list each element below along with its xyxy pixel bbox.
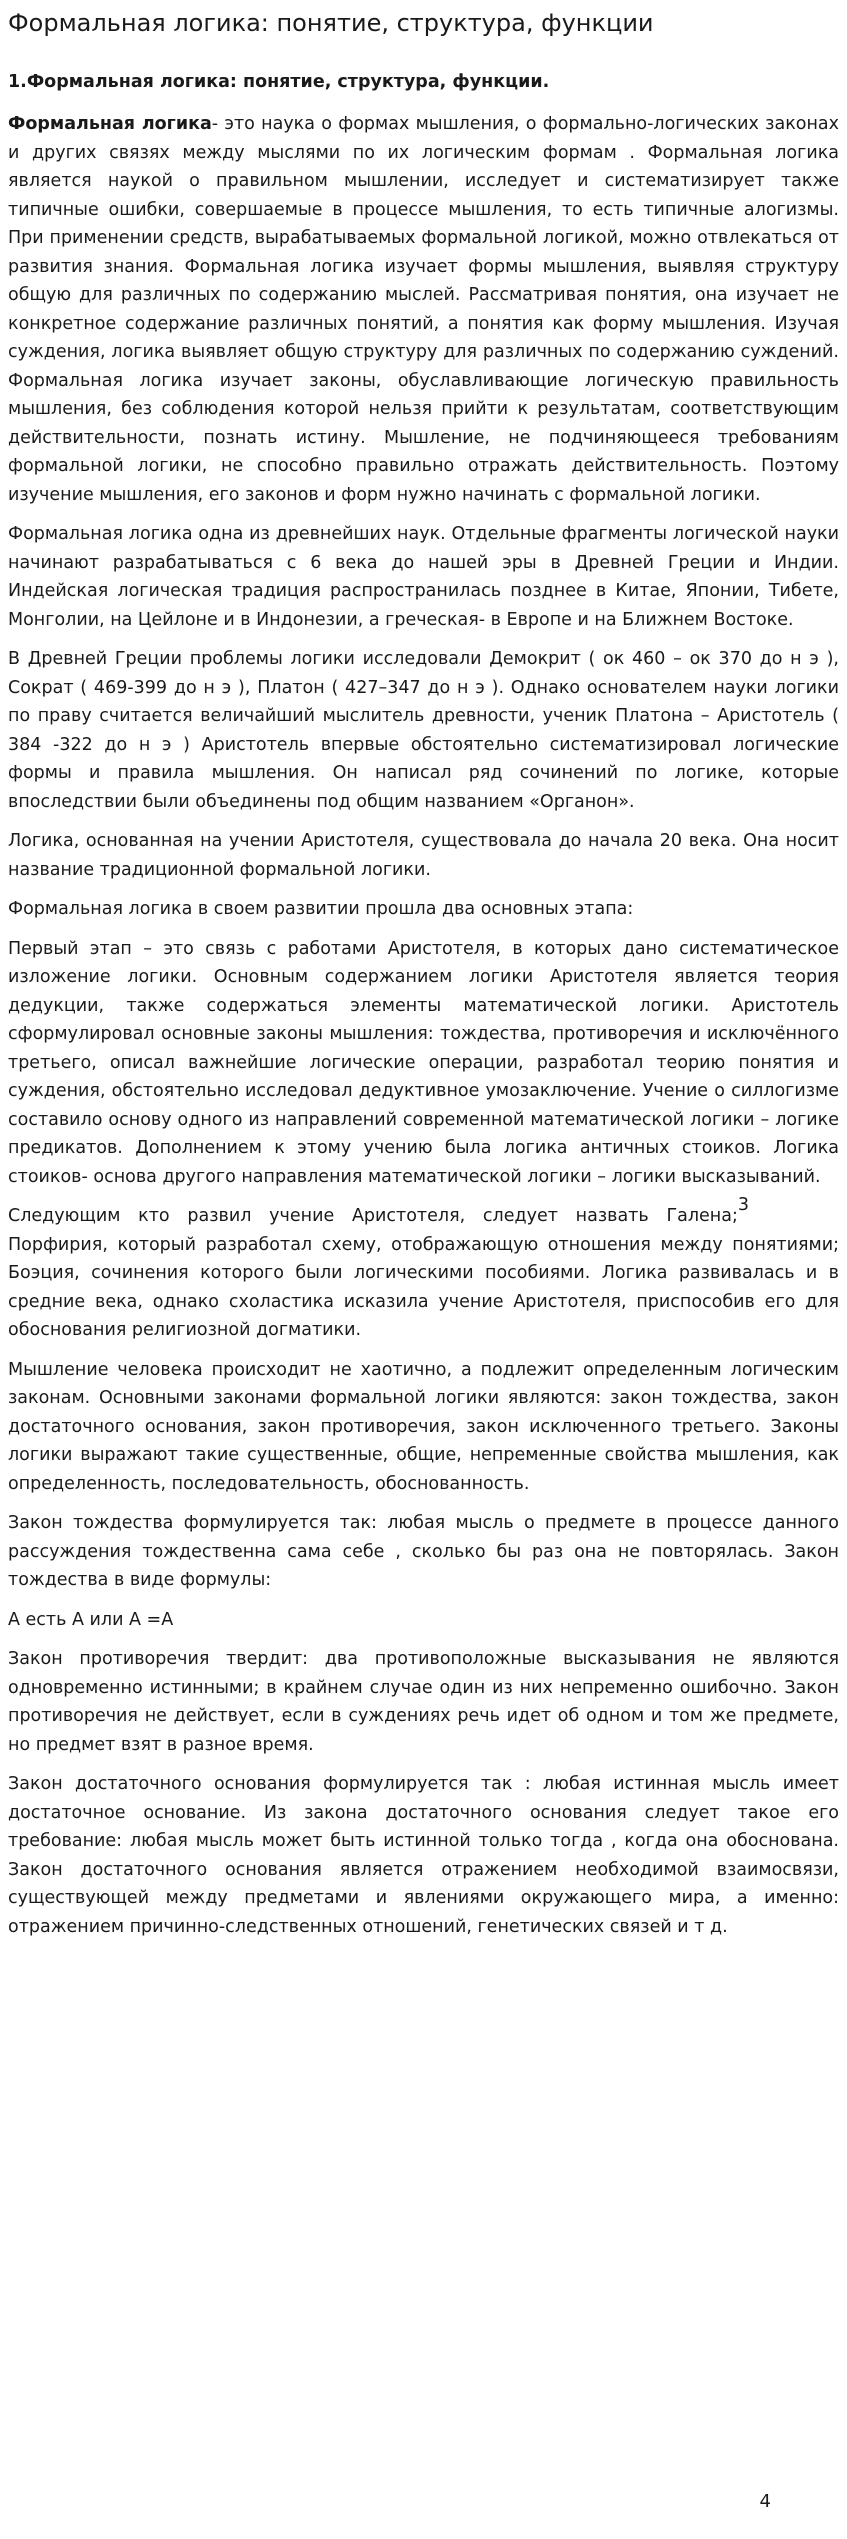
paragraph-laws: Мышление человека происходит не хаотично, а подлежит определенным логическим законам. Основными законами формальной логики являются: закон тождества, закон достаточного основания, закон противоречия, закон исключенного третьего. Законы логики выражают такие существенные, общие, непременные свойства мышления, как определенность, последовательность, обоснованность. bbox=[8, 1359, 839, 1494]
paragraph-contradiction-law: Закон противоречия твердит: два противоположные высказывания не являются одновременно истинными; в крайнем случае один из них непременно ошибочно. Закон противоречия не действует, если в суждениях речь идет об одном и том же предмете, но предмет взят в разное время. bbox=[8, 1649, 839, 1755]
paragraph-two-stages: Формальная логика в своем развитии прошла два основных этапа: bbox=[8, 899, 634, 919]
term-bold: Формальная логика bbox=[8, 114, 212, 134]
page-title: Формальная логика: понятие, структура, функции bbox=[8, 9, 654, 37]
paragraph-followers: Следующим кто развил учение Аристотеля, следует назвать Галена; Порфирия, который разработал схему, отображающую отношения между понятиями; Боэция, сочинения которого были логическими пособиями. Логика развивалась и в средние века, однако схоластика исказила учение Аристотеля, приспособив его для обоснования религиозной догматики. bbox=[8, 1206, 839, 1340]
definition-text: - это наука о формах мышления, о формально-логических законах и других связях между мыслями по их логическим формам . Формальная логика является наукой о правильном мышлении, исследует и систематизирует также типичные ошибки, совершаемые в процессе мышления, то есть типичные алогизмы. При применении средств, вырабатываемых формальной логикой, можно отвлекаться от развития знания. Формальная логика изучает формы мышления, выявляя структуру общую для различных по содержанию мыслей. Рассматривая понятия, она изучает не конкретное содержание различных понятий, а понятия как форму мышления. Изучая суждения, логика выявляет общую структуру для различных по содержанию суждений. Формальная логика изучает законы, обуславливающие логическую правильность мышления, без соблюдения которой нельзя прийти к результатам, соответствующим действительности, познать истину. Мышление, не подчиняющееся требованиям формальной логики, не способно правильно отражать действительность. Поэтому изучение мышления, его законов и форм нужно начинать с формальной логики. bbox=[8, 114, 839, 505]
paragraph-formula: А есть А или А =А bbox=[8, 1609, 174, 1630]
paragraph-identity-law: Закон тождества формулируется так: любая мысль о предмете в процессе данного рассуждения тождественна сама себе , сколько бы раз она не повторялась. Закон тождества в виде формулы: bbox=[8, 1513, 839, 1590]
paragraph-definition bbox=[8, 110, 839, 509]
paragraph-first-stage bbox=[8, 935, 839, 1215]
paragraph-sufficient-reason-law: Закон достаточного основания формулируется так : любая истинная мысль имеет достаточное основание. Из закона достаточного основания следует такое его требование: любая мысль может быть истинной только тогда , когда она обоснована. Закон достаточного основания является отражением необходимой взаимосвязи, существующей между предметами и явлениями окружающего мира, а именно: отражением причинно-следственных отношений, генетических связей и т д. bbox=[8, 1774, 839, 1937]
paragraph-history: Формальная логика одна из древнейших наук. Отдельные фрагменты логической науки начинают разрабатываться с 6 века до нашей эры в Древней Греции и Индии. Индейская логическая традиция распространилась позднее в Китае, Японии, Тибете, Монголии, на Цейлоне и в Индонезии, а греческая- в Европе и на Ближнем Востоке. bbox=[8, 524, 839, 630]
first-stage-text: Первый этап – это связь с работами Аристотеля, в которых дано систематическое изложение логики. Основным содержанием логики Аристотеля является теория дедукции, также содержаться элементы математической логики. Аристотель сформулировал основные законы мышления: тождества, противоречия и исключённого третьего, описал важнейшие логические операции, разработал теорию понятия и суждения, обстоятельно исследовал дедуктивное умозаключение. Учение о силлогизме составило основу одного из направлений современной математической логики – логике предикатов. Дополнением к этому учению была логика античных стоиков. Логика стоиков- основа другого направления математической логики – логики высказываний. bbox=[8, 938, 839, 1187]
section-heading: 1.Формальная логика: понятие, структура, функции. bbox=[8, 72, 550, 92]
page-number: 4 bbox=[759, 2491, 771, 2512]
paragraph-traditional-logic: Логика, основанная на учении Аристотеля, существовала до начала 20 века. Она носит название традиционной формальной логики. bbox=[8, 831, 839, 880]
paragraph-ancient-greece: В Древней Греции проблемы логики исследовали Демокрит ( ок 460 – ок 370 до н э ), Сократ ( 469-399 до н э ), Платон ( 427–347 до н э ). Однако основателем науки логики по праву считается величайший мыслитель древности, ученик Платона – Аристотель ( 384 -322 до н э ) Аристотель впервые обстоятельно систематизировал логические формы и правила мышления. Он написал ряд сочинений по логике, которые впоследствии были объединены под общим названием «Органон». bbox=[8, 649, 839, 812]
inline-page-number: 3 bbox=[737, 1195, 749, 1215]
